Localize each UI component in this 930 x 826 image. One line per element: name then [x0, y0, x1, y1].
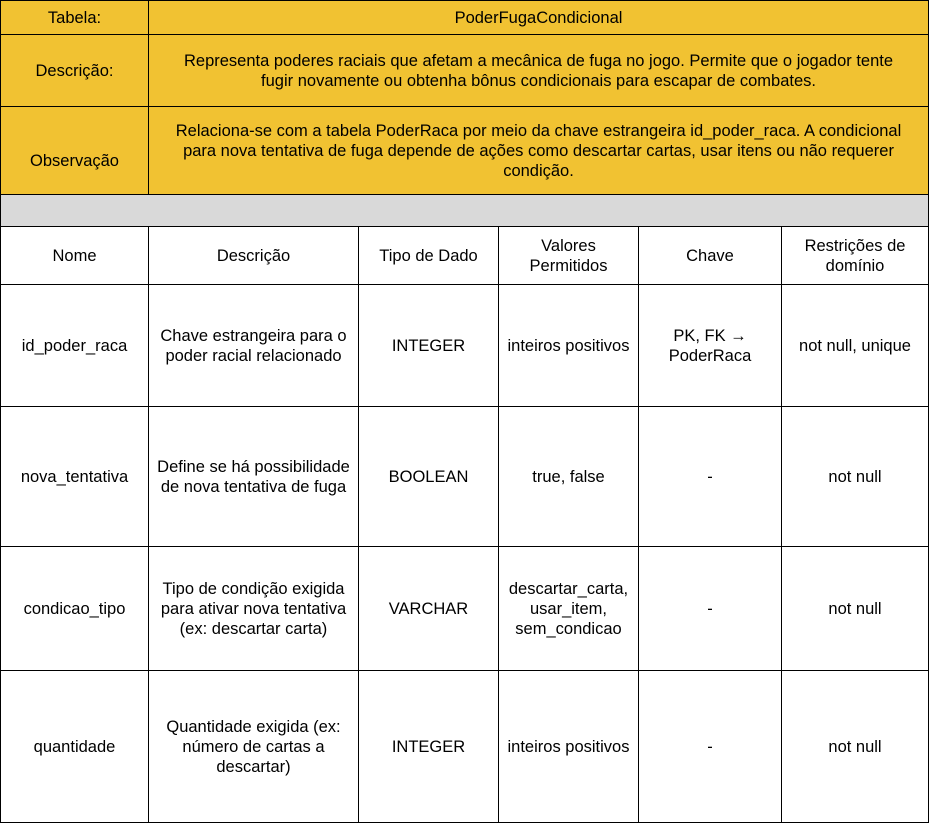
column-header: Nome: [1, 227, 149, 285]
tabela-label: Tabela:: [1, 1, 149, 35]
column-header: Restrições de domínio: [782, 227, 929, 285]
table-row: [1, 285, 929, 407]
cell-restricoes: not null: [782, 407, 929, 547]
cell-valores: inteiros positivos: [499, 671, 639, 823]
cell-chave: -: [639, 671, 782, 823]
observacao-value: Relaciona-se com a tabela PoderRaca por meio da chave estrangeira id_poder_raca. A condicional para nova tentativa de fuga depende de ações como descartar cartas, usar itens ou não requerer condição.: [149, 107, 929, 195]
column-header: Descrição: [149, 227, 359, 285]
cell-descricao: Quantidade exigida (ex: número de cartas a descartar): [149, 671, 359, 823]
separator-row: [1, 195, 929, 227]
observacao-label: Observação: [1, 107, 149, 195]
cell-nome: condicao_tipo: [1, 547, 149, 671]
cell-restricoes: not null, unique: [782, 285, 929, 407]
cell-descricao: Define se há possibilidade de nova tentativa de fuga: [149, 407, 359, 547]
cell-tipo: VARCHAR: [359, 547, 499, 671]
cell-nome: id_poder_raca: [1, 285, 149, 407]
cell-valores: inteiros positivos: [499, 285, 639, 407]
cell-tipo: BOOLEAN: [359, 407, 499, 547]
column-header: Tipo de Dado: [359, 227, 499, 285]
observation-row: [1, 107, 929, 195]
cell-restricoes: not null: [782, 671, 929, 823]
cell-restricoes: not null: [782, 547, 929, 671]
column-header: Valores Permitidos: [499, 227, 639, 285]
cell-tipo: INTEGER: [359, 671, 499, 823]
cell-descricao: Chave estrangeira para o poder racial relacionado: [149, 285, 359, 407]
cell-chave: -: [639, 407, 782, 547]
table-row: [1, 547, 929, 671]
description-row: [1, 35, 929, 107]
column-header-row: [1, 227, 929, 285]
cell-descricao: Tipo de condição exigida para ativar nova tentativa (ex: descartar carta): [149, 547, 359, 671]
tabela-value: PoderFugaCondicional: [149, 1, 929, 35]
cell-chave: PK, FK → PoderRaca: [639, 285, 782, 407]
descricao-label: Descrição:: [1, 35, 149, 107]
cell-chave: -: [639, 547, 782, 671]
cell-nome: nova_tentativa: [1, 407, 149, 547]
table-row: [1, 671, 929, 823]
cell-tipo: INTEGER: [359, 285, 499, 407]
table-name-row: [1, 1, 929, 35]
table-row: [1, 407, 929, 547]
separator-cell: [1, 195, 929, 227]
descricao-value: Representa poderes raciais que afetam a mecânica de fuga no jogo. Permite que o jogador tente fugir novamente ou obtenha bônus condicionais para escapar de combates.: [149, 35, 929, 107]
column-header: Chave: [639, 227, 782, 285]
cell-nome: quantidade: [1, 671, 149, 823]
cell-valores: descartar_carta, usar_item, sem_condicao: [499, 547, 639, 671]
cell-valores: true, false: [499, 407, 639, 547]
